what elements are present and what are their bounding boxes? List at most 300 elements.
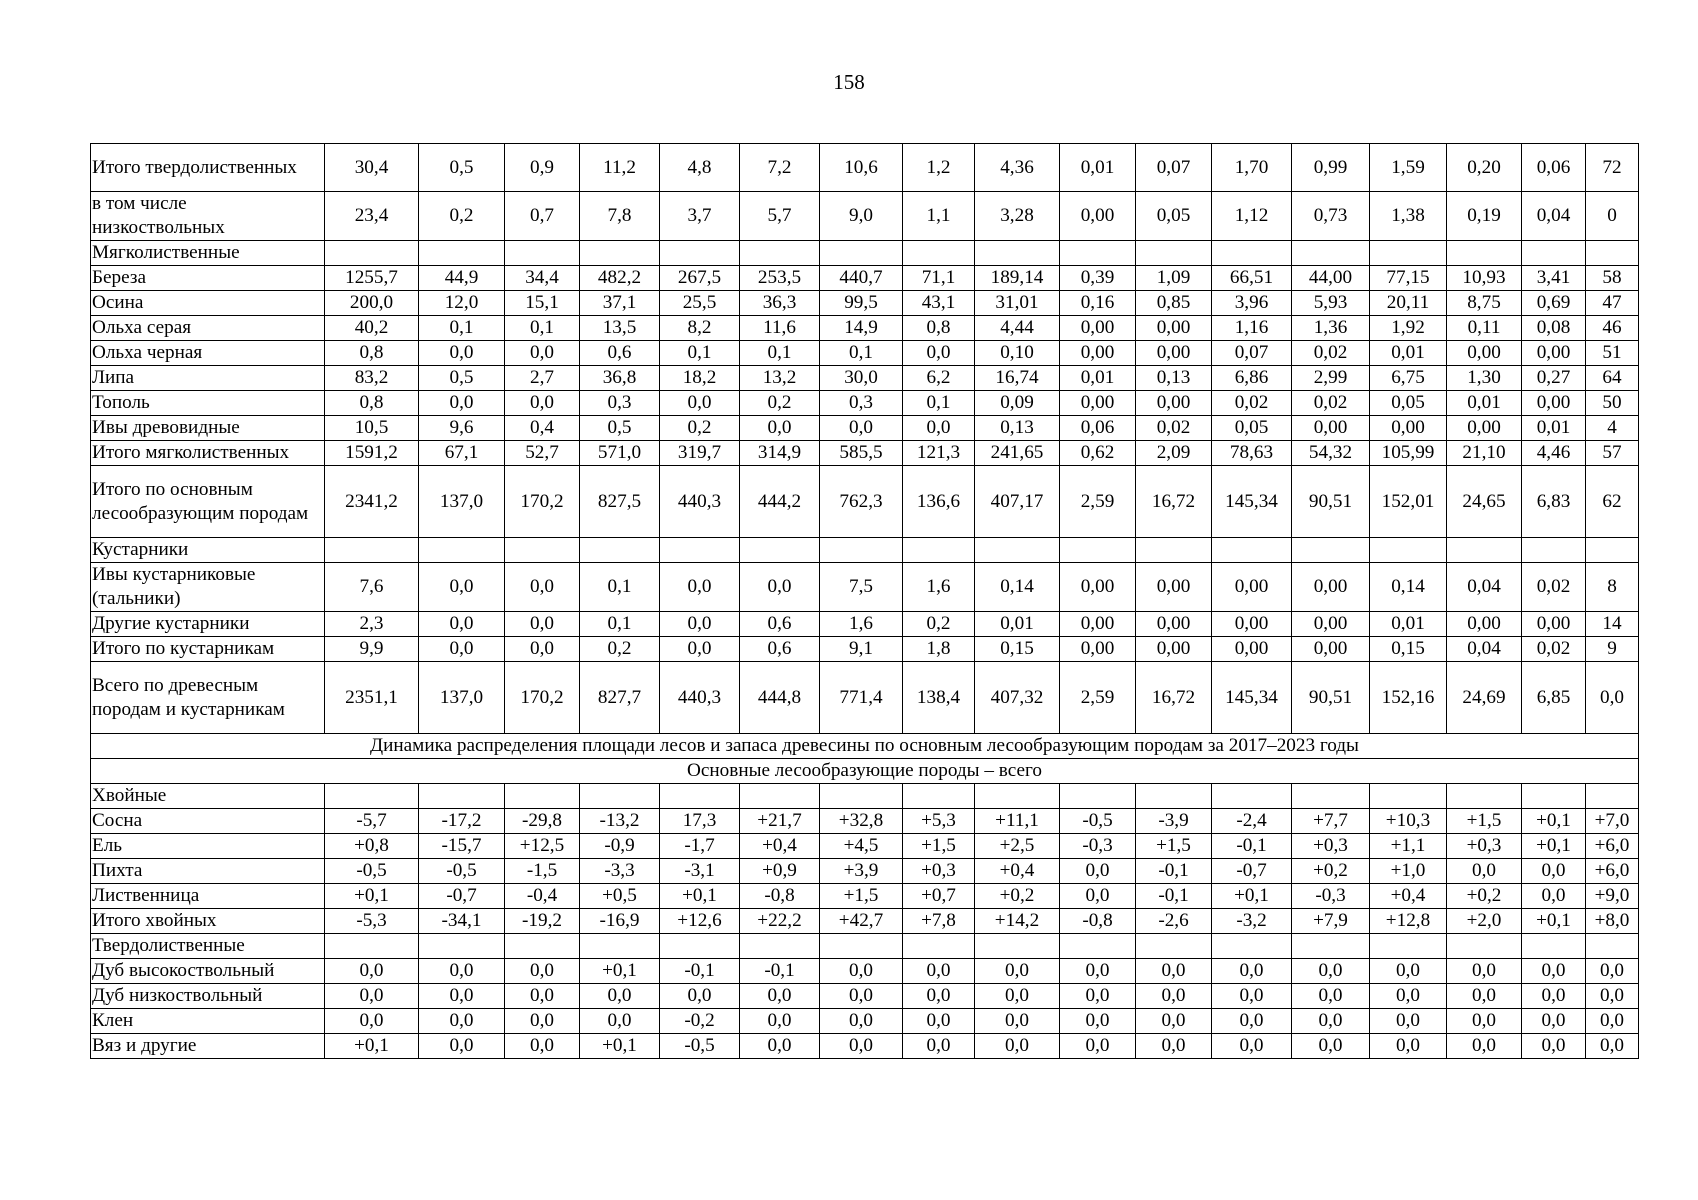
table-cell: 0,19 — [1447, 192, 1522, 241]
table-cell: 77,15 — [1370, 266, 1447, 291]
table-cell: 0,0 — [1370, 984, 1447, 1009]
table-cell: 16,72 — [1136, 662, 1212, 734]
table-cell: 0,0 — [1212, 1009, 1292, 1034]
table-cell: 78,63 — [1212, 441, 1292, 466]
table-cell: 0,2 — [419, 192, 505, 241]
table-cell: 170,2 — [505, 466, 580, 538]
table-cell: 0,8 — [325, 391, 419, 416]
table-cell: 46 — [1586, 316, 1639, 341]
table-cell — [1292, 538, 1370, 563]
table-cell: 0,0 — [1060, 1009, 1136, 1034]
table-cell: 0,0 — [903, 959, 975, 984]
table-row — [91, 416, 1639, 441]
table-row — [91, 1009, 1639, 1034]
table-cell: +7,7 — [1292, 809, 1370, 834]
row-label: Другие кустарники — [91, 612, 325, 637]
table-cell: 11,6 — [740, 316, 820, 341]
table-cell: 762,3 — [820, 466, 903, 538]
table-cell — [1292, 784, 1370, 809]
table-cell: -3,2 — [1212, 909, 1292, 934]
table-cell: 0,0 — [1586, 662, 1639, 734]
table-cell: -2,6 — [1136, 909, 1212, 934]
table-cell: 0,0 — [1212, 1034, 1292, 1059]
table-cell: 319,7 — [660, 441, 740, 466]
table-cell: 0,16 — [1060, 291, 1136, 316]
table-cell: 0,0 — [419, 612, 505, 637]
table-cell: 64 — [1586, 366, 1639, 391]
table-row — [91, 612, 1639, 637]
table-cell: 0,08 — [1522, 316, 1586, 341]
table-cell: 30,0 — [820, 366, 903, 391]
row-label: в том числе низкоствольных — [91, 192, 325, 241]
table-cell: 0,0 — [660, 984, 740, 1009]
table-row — [91, 391, 1639, 416]
table-cell: -0,5 — [419, 859, 505, 884]
table-cell: 0,02 — [1522, 563, 1586, 612]
table-cell: 0,00 — [1292, 416, 1370, 441]
table-cell: 44,00 — [1292, 266, 1370, 291]
table-cell: 0,0 — [505, 1034, 580, 1059]
table-cell: -0,7 — [1212, 859, 1292, 884]
table-cell: -13,2 — [580, 809, 660, 834]
table-cell: -0,7 — [419, 884, 505, 909]
table-cell: 0,0 — [975, 984, 1060, 1009]
table-cell: 0,1 — [580, 612, 660, 637]
table-cell — [975, 241, 1060, 266]
table-cell: -0,1 — [740, 959, 820, 984]
table-cell: 0,0 — [903, 416, 975, 441]
table-cell — [1060, 241, 1136, 266]
table-cell: 20,11 — [1370, 291, 1447, 316]
table-cell: 0 — [1586, 192, 1639, 241]
table-cell: 0,02 — [1292, 341, 1370, 366]
table-cell — [1447, 538, 1522, 563]
table-cell: 15,1 — [505, 291, 580, 316]
table-cell — [580, 784, 660, 809]
table-cell — [1060, 934, 1136, 959]
table-cell: 0,0 — [325, 959, 419, 984]
table-cell: 0,6 — [740, 612, 820, 637]
table-cell: 24,65 — [1447, 466, 1522, 538]
table-cell: 4,36 — [975, 144, 1060, 192]
table-cell: 0,0 — [505, 391, 580, 416]
table-cell: 0,0 — [820, 1034, 903, 1059]
table-cell: +0,1 — [325, 884, 419, 909]
table-cell: 0,0 — [660, 637, 740, 662]
table-cell: -0,8 — [740, 884, 820, 909]
table-cell: +32,8 — [820, 809, 903, 834]
table-cell: 0,15 — [975, 637, 1060, 662]
table-cell: 0,1 — [419, 316, 505, 341]
row-label: Итого мягколиственных — [91, 441, 325, 466]
table-cell: 170,2 — [505, 662, 580, 734]
table-cell: 0,1 — [740, 341, 820, 366]
table-cell: -29,8 — [505, 809, 580, 834]
row-label: Осина — [91, 291, 325, 316]
table-cell: 145,34 — [1212, 466, 1292, 538]
table-cell: 4 — [1586, 416, 1639, 441]
table-cell — [1522, 538, 1586, 563]
table-cell: 14,9 — [820, 316, 903, 341]
table-cell: 10,6 — [820, 144, 903, 192]
table-row — [91, 1034, 1639, 1059]
table-cell: 0,01 — [1060, 144, 1136, 192]
table-cell: 0,00 — [1212, 637, 1292, 662]
table-cell — [1212, 241, 1292, 266]
table-cell: 0,3 — [820, 391, 903, 416]
table-cell: 0,05 — [1212, 416, 1292, 441]
table-cell: 0,0 — [740, 416, 820, 441]
table-cell: 58 — [1586, 266, 1639, 291]
row-label: Итого твердолиственных — [91, 144, 325, 192]
table-cell: 0,01 — [1522, 416, 1586, 441]
table-cell: 4,44 — [975, 316, 1060, 341]
table-cell — [1212, 784, 1292, 809]
table-cell: 1,59 — [1370, 144, 1447, 192]
table-cell — [660, 784, 740, 809]
table-cell: 0,01 — [1370, 612, 1447, 637]
table-cell: 0,0 — [1212, 959, 1292, 984]
table-cell: 2,99 — [1292, 366, 1370, 391]
table-cell: 0,1 — [660, 341, 740, 366]
table-cell: 4,8 — [660, 144, 740, 192]
table-cell: 0,0 — [505, 637, 580, 662]
table-cell: 0,0 — [1060, 859, 1136, 884]
table-cell — [1292, 934, 1370, 959]
table-cell — [1292, 241, 1370, 266]
table-cell — [975, 784, 1060, 809]
table-cell: 827,7 — [580, 662, 660, 734]
table-cell: 0,4 — [505, 416, 580, 441]
table-cell: 0,00 — [1060, 612, 1136, 637]
table-cell — [903, 538, 975, 563]
table-cell: 7,5 — [820, 563, 903, 612]
table-cell: 137,0 — [419, 466, 505, 538]
table-cell: 152,16 — [1370, 662, 1447, 734]
table-cell: 0,0 — [580, 984, 660, 1009]
table-cell: 0,00 — [1060, 391, 1136, 416]
table-cell: -0,5 — [325, 859, 419, 884]
table-cell: 0,00 — [1060, 637, 1136, 662]
table-cell: 10,93 — [1447, 266, 1522, 291]
row-label: Лиственница — [91, 884, 325, 909]
table-cell: 0,06 — [1060, 416, 1136, 441]
table-cell: 0,04 — [1447, 637, 1522, 662]
table-cell: 50 — [1586, 391, 1639, 416]
table-cell: 0,0 — [1060, 959, 1136, 984]
table-cell: 51 — [1586, 341, 1639, 366]
table-cell — [1370, 784, 1447, 809]
table-cell — [1370, 241, 1447, 266]
table-cell: 0,2 — [580, 637, 660, 662]
table-cell: +0,9 — [740, 859, 820, 884]
table-cell: 8 — [1586, 563, 1639, 612]
table-cell: 0,07 — [1136, 144, 1212, 192]
table-row — [91, 291, 1639, 316]
table-cell: 241,65 — [975, 441, 1060, 466]
table-cell: +42,7 — [820, 909, 903, 934]
table-cell: 0,0 — [740, 563, 820, 612]
table-cell: 314,9 — [740, 441, 820, 466]
table-cell: 52,7 — [505, 441, 580, 466]
table-cell — [1586, 784, 1639, 809]
table-cell: 0,00 — [1136, 563, 1212, 612]
table-cell: -0,3 — [1060, 834, 1136, 859]
table-cell — [1370, 934, 1447, 959]
table-cell: 407,17 — [975, 466, 1060, 538]
table-cell: 0,04 — [1522, 192, 1586, 241]
table-cell — [820, 784, 903, 809]
table-row — [91, 538, 1639, 563]
table-cell: 771,4 — [820, 662, 903, 734]
row-label: Береза — [91, 266, 325, 291]
table-cell: +0,4 — [740, 834, 820, 859]
table-cell: 2,59 — [1060, 466, 1136, 538]
table-row — [91, 909, 1639, 934]
table-cell: 0,9 — [505, 144, 580, 192]
table-cell: 0,5 — [419, 144, 505, 192]
table-cell: 1255,7 — [325, 266, 419, 291]
table-cell: 0,5 — [580, 416, 660, 441]
table-cell: 0,02 — [1522, 637, 1586, 662]
table-row — [91, 466, 1639, 538]
row-label: Ивы древовидные — [91, 416, 325, 441]
table-cell: 105,99 — [1370, 441, 1447, 466]
table-cell — [1447, 934, 1522, 959]
table-cell: +0,7 — [903, 884, 975, 909]
table-cell: -5,3 — [325, 909, 419, 934]
table-row — [91, 809, 1639, 834]
table-cell: 0,0 — [1586, 1034, 1639, 1059]
table-cell: 0,0 — [505, 563, 580, 612]
table-cell: +0,3 — [1292, 834, 1370, 859]
table-cell: +0,1 — [660, 884, 740, 909]
table-cell: 2,59 — [1060, 662, 1136, 734]
table-cell: 0,0 — [419, 1034, 505, 1059]
table-cell: +22,2 — [740, 909, 820, 934]
table-cell: 1,38 — [1370, 192, 1447, 241]
table-cell: 99,5 — [820, 291, 903, 316]
table-cell: 0,0 — [1292, 984, 1370, 1009]
table-cell: 0,27 — [1522, 366, 1586, 391]
table-cell: +12,8 — [1370, 909, 1447, 934]
row-label: Мягколиственные — [91, 241, 325, 266]
table-cell: 0,0 — [419, 637, 505, 662]
table-cell: -0,8 — [1060, 909, 1136, 934]
table-cell: 6,83 — [1522, 466, 1586, 538]
table-cell: 3,41 — [1522, 266, 1586, 291]
table-cell: 138,4 — [903, 662, 975, 734]
table-cell: 0,13 — [1136, 366, 1212, 391]
table-cell: 0,04 — [1447, 563, 1522, 612]
table-cell — [740, 241, 820, 266]
table-cell: 0,05 — [1136, 192, 1212, 241]
table-cell: -16,9 — [580, 909, 660, 934]
table-cell: +0,1 — [1522, 909, 1586, 934]
section-title: Основные лесообразующие породы – всего — [91, 759, 1639, 784]
table-cell: 0,0 — [419, 341, 505, 366]
table-cell: 0,73 — [1292, 192, 1370, 241]
table-cell: 0,0 — [419, 984, 505, 1009]
table-cell: +6,0 — [1586, 859, 1639, 884]
table-cell: 34,4 — [505, 266, 580, 291]
table-cell: 3,7 — [660, 192, 740, 241]
table-cell: 2,3 — [325, 612, 419, 637]
table-cell: 0,1 — [820, 341, 903, 366]
table-cell: 0,6 — [580, 341, 660, 366]
table-cell — [975, 538, 1060, 563]
table-cell: 66,51 — [1212, 266, 1292, 291]
table-cell: 30,4 — [325, 144, 419, 192]
table-cell: 0,0 — [660, 612, 740, 637]
table-cell: 0,00 — [1370, 416, 1447, 441]
section-header-row — [91, 734, 1639, 759]
table-cell: -0,4 — [505, 884, 580, 909]
table-cell: 0,0 — [740, 1034, 820, 1059]
table-row — [91, 984, 1639, 1009]
table-cell: 121,3 — [903, 441, 975, 466]
table-cell: 0,2 — [903, 612, 975, 637]
table-cell — [419, 934, 505, 959]
table-cell — [1060, 784, 1136, 809]
table-row — [91, 859, 1639, 884]
row-label: Кустарники — [91, 538, 325, 563]
table-cell: 0,0 — [1136, 984, 1212, 1009]
table-cell: +2,5 — [975, 834, 1060, 859]
table-cell: 0,0 — [1586, 959, 1639, 984]
table-cell: 40,2 — [325, 316, 419, 341]
table-cell: 0,0 — [580, 1009, 660, 1034]
table-cell: 5,7 — [740, 192, 820, 241]
table-cell: 1,30 — [1447, 366, 1522, 391]
table-cell: 0,0 — [1522, 984, 1586, 1009]
table-cell: 13,5 — [580, 316, 660, 341]
table-cell — [1586, 934, 1639, 959]
table-cell: 0,2 — [660, 416, 740, 441]
table-cell: +1,5 — [820, 884, 903, 909]
table-cell: 0,0 — [975, 1009, 1060, 1034]
table-cell: 6,85 — [1522, 662, 1586, 734]
table-cell: +0,2 — [975, 884, 1060, 909]
table-cell: 0,0 — [325, 984, 419, 1009]
table-cell: -0,1 — [1136, 859, 1212, 884]
table-cell: +2,0 — [1447, 909, 1522, 934]
table-cell: 0,0 — [419, 1009, 505, 1034]
table-cell: 0,11 — [1447, 316, 1522, 341]
table-cell: +0,1 — [325, 1034, 419, 1059]
row-label: Ольха черная — [91, 341, 325, 366]
table-cell — [1522, 784, 1586, 809]
table-cell: 0,20 — [1447, 144, 1522, 192]
table-cell: 0,00 — [1060, 316, 1136, 341]
table-cell: 1,09 — [1136, 266, 1212, 291]
table-cell: +0,1 — [1522, 809, 1586, 834]
table-cell: +12,6 — [660, 909, 740, 934]
table-cell: 444,2 — [740, 466, 820, 538]
table-cell: +8,0 — [1586, 909, 1639, 934]
table-cell: +0,1 — [580, 959, 660, 984]
table-cell: 71,1 — [903, 266, 975, 291]
table-cell: 152,01 — [1370, 466, 1447, 538]
table-cell: 0,0 — [1522, 859, 1586, 884]
table-cell: +1,0 — [1370, 859, 1447, 884]
table-cell: 0,07 — [1212, 341, 1292, 366]
table-cell: 18,2 — [660, 366, 740, 391]
table-cell: 25,5 — [660, 291, 740, 316]
table-row — [91, 144, 1639, 192]
table-cell: 0,00 — [1136, 341, 1212, 366]
table-cell — [1447, 241, 1522, 266]
table-cell: 0,02 — [1136, 416, 1212, 441]
table-row — [91, 266, 1639, 291]
table-cell: +1,5 — [1447, 809, 1522, 834]
table-cell: 21,10 — [1447, 441, 1522, 466]
table-cell — [505, 241, 580, 266]
table-cell: 571,0 — [580, 441, 660, 466]
row-label: Хвойные — [91, 784, 325, 809]
table-cell: 0,0 — [1136, 1009, 1212, 1034]
table-cell: 0,00 — [1292, 563, 1370, 612]
row-label: Вяз и другие — [91, 1034, 325, 1059]
table-cell: 0,0 — [1060, 1034, 1136, 1059]
table-cell: +7,9 — [1292, 909, 1370, 934]
table-cell: 0,0 — [1447, 984, 1522, 1009]
table-cell: 0,00 — [1522, 612, 1586, 637]
table-cell: 0,0 — [1060, 884, 1136, 909]
table-cell: 44,9 — [419, 266, 505, 291]
table-cell: -0,1 — [1212, 834, 1292, 859]
table-cell: 585,5 — [820, 441, 903, 466]
table-cell: +1,1 — [1370, 834, 1447, 859]
table-cell: 4,46 — [1522, 441, 1586, 466]
table-cell: 8,2 — [660, 316, 740, 341]
table-row — [91, 192, 1639, 241]
table-cell: 0,0 — [903, 1034, 975, 1059]
table-cell: 72 — [1586, 144, 1639, 192]
table-cell: +21,7 — [740, 809, 820, 834]
table-cell — [505, 538, 580, 563]
table-cell: 3,28 — [975, 192, 1060, 241]
table-cell: 0,0 — [1447, 1034, 1522, 1059]
table-cell: 0,0 — [419, 959, 505, 984]
table-cell: +3,9 — [820, 859, 903, 884]
table-cell: 62 — [1586, 466, 1639, 538]
table-cell: 0,10 — [975, 341, 1060, 366]
table-cell: 0,0 — [1522, 1009, 1586, 1034]
table-cell: -0,1 — [1136, 884, 1212, 909]
table-cell: 1,6 — [903, 563, 975, 612]
table-cell — [325, 241, 419, 266]
table-cell: 1,16 — [1212, 316, 1292, 341]
table-cell: 23,4 — [325, 192, 419, 241]
table-cell: 407,32 — [975, 662, 1060, 734]
table-cell — [660, 538, 740, 563]
table-row — [91, 241, 1639, 266]
table-cell: 0,00 — [1060, 192, 1136, 241]
table-cell: 0,0 — [419, 563, 505, 612]
table-cell: 2351,1 — [325, 662, 419, 734]
row-label: Итого по кустарникам — [91, 637, 325, 662]
table-cell: +0,4 — [1370, 884, 1447, 909]
table-cell: 0,0 — [1370, 1009, 1447, 1034]
table-cell: -1,5 — [505, 859, 580, 884]
table-cell: 0,99 — [1292, 144, 1370, 192]
table-cell: 0,00 — [1212, 563, 1292, 612]
table-cell: 1,8 — [903, 637, 975, 662]
table-cell — [820, 538, 903, 563]
table-cell — [1136, 934, 1212, 959]
table-cell: +1,5 — [903, 834, 975, 859]
